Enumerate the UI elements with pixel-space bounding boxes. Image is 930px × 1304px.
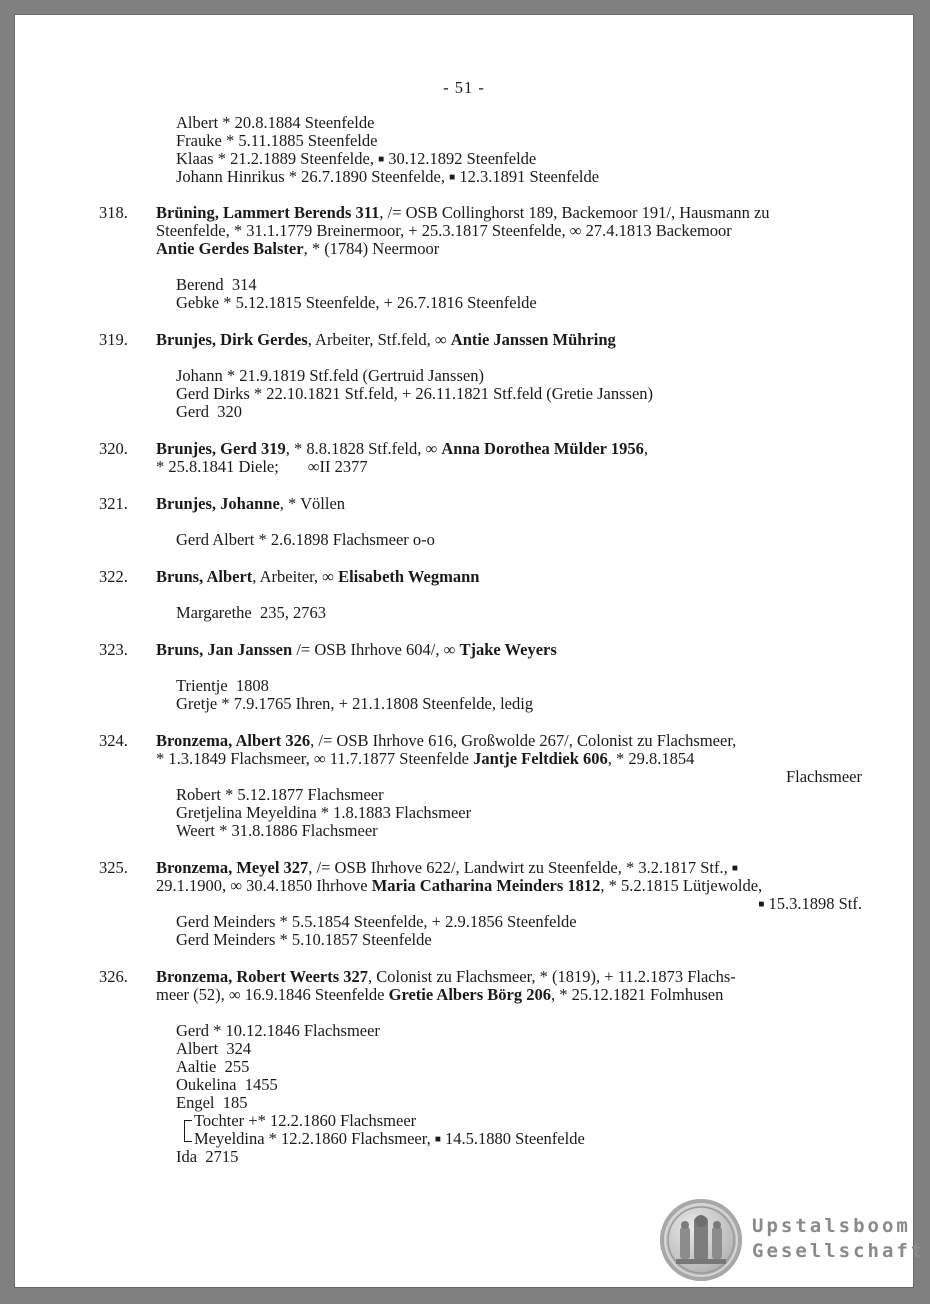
child-entry: Albert 324 (176, 1039, 252, 1058)
page-number: - 51 - (443, 78, 485, 97)
child-entry: Albert * 20.8.1884 Steenfelde (176, 113, 375, 132)
seal-figures-icon (660, 1199, 742, 1281)
society-name-line1: Upstalsboom (752, 1215, 911, 1237)
child-entry: Weert * 31.8.1886 Flachsmeer (176, 821, 378, 840)
entry-text: Bronzema, Meyel 327, /= OSB Ihrhove 622/, Landwirt zu Steenfelde, * 3.2.1817 Stf., ■ (156, 858, 738, 877)
entry-text: * 1.3.1849 Flachsmeer, ∞ 11.7.1877 Steenfelde Jantje Feltdiek 606, * 29.8.1854 (156, 749, 695, 768)
child-entry: Engel 185 (176, 1093, 248, 1112)
entry-number: 325. (99, 858, 128, 877)
entry-text: Bruns, Jan Janssen /= OSB Ihrhove 604/, ∞ Tjake Weyers (156, 640, 557, 659)
entry-number: 322. (99, 567, 128, 586)
child-entry: Gerd Meinders * 5.10.1857 Steenfelde (176, 930, 432, 949)
entry-text: * 25.8.1841 Diele; ∞II 2377 (156, 457, 368, 476)
entry-text: Brüning, Lammert Berends 311, /= OSB Collinghorst 189, Backemoor 191/, Hausmann zu (156, 203, 770, 222)
entry-text: Bronzema, Robert Weerts 327, Colonist zu Flachsmeer, * (1819), + 11.2.1873 Flachs- (156, 967, 736, 986)
child-entry: Klaas * 21.2.1889 Steenfelde, ■ 30.12.1892 Steenfelde (176, 149, 537, 168)
child-entry: Frauke * 5.11.1885 Steenfelde (176, 131, 378, 150)
entry-text-right: ■ 15.3.1898 Stf. (758, 894, 862, 913)
entry-text: Brunjes, Gerd 319, * 8.8.1828 Stf.feld, ∞ Anna Dorothea Mülder 1956, (156, 439, 648, 458)
child-entry: Johann Hinrikus * 26.7.1890 Steenfelde, ■ 12.3.1891 Steenfelde (176, 167, 600, 186)
child-entry: Gerd * 10.12.1846 Flachsmeer (176, 1021, 380, 1040)
child-entry: Meyeldina * 12.2.1860 Flachsmeer, ■ 14.5.1880 Steenfelde (194, 1129, 585, 1148)
child-entry: Gebke * 5.12.1815 Steenfelde, + 26.7.1816 Steenfelde (176, 293, 537, 312)
child-entry: Tochter +* 12.2.1860 Flachsmeer (194, 1111, 417, 1130)
entry-text: Antie Gerdes Balster, * (1784) Neermoor (156, 239, 440, 258)
entry-number: 321. (99, 494, 128, 513)
child-entry: Trientje 1808 (176, 676, 269, 695)
entry-text: Brunjes, Dirk Gerdes, Arbeiter, Stf.feld, ∞ Antie Janssen Mühring (156, 330, 616, 349)
child-entry: Aaltie 255 (176, 1057, 250, 1076)
child-entry: Gerd Meinders * 5.5.1854 Steenfelde, + 2.9.1856 Steenfelde (176, 912, 577, 931)
child-entry: Ida 2715 (176, 1147, 239, 1166)
child-entry: Gretje * 7.9.1765 Ihren, + 21.1.1808 Steenfelde, ledig (176, 694, 534, 713)
child-entry: Gerd Albert * 2.6.1898 Flachsmeer o-o (176, 530, 435, 549)
entry-text-right: Flachsmeer (785, 767, 862, 786)
entry-number: 324. (99, 731, 128, 750)
child-entry: Gerd Dirks * 22.10.1821 Stf.feld, + 26.11.1821 Stf.feld (Gretie Janssen) (176, 384, 654, 403)
society-seal (660, 1199, 742, 1281)
entry-text: meer (52), ∞ 16.9.1846 Steenfelde Gretie Albers Börg 206, * 25.12.1821 Folmhusen (156, 985, 724, 1004)
entry-number: 326. (99, 967, 128, 986)
society-name-line2: Gesellschaft (752, 1240, 926, 1262)
entry-text: Bruns, Albert, Arbeiter, ∞ Elisabeth Wegmann (156, 567, 480, 586)
entry-number: 318. (99, 203, 128, 222)
entry-text: Steenfelde, * 31.1.1779 Breinermoor, + 25.3.1817 Steenfelde, ∞ 27.4.1813 Backemoor (156, 221, 732, 240)
entry-number: 323. (99, 640, 128, 659)
child-entry: Robert * 5.12.1877 Flachsmeer (176, 785, 384, 804)
entry-text: Bronzema, Albert 326, /= OSB Ihrhove 616, Großwolde 267/, Colonist zu Flachsmeer, (156, 731, 737, 750)
entry-number: 320. (99, 439, 128, 458)
child-entry: Oukelina 1455 (176, 1075, 278, 1094)
child-entry: Johann * 21.9.1819 Stf.feld (Gertruid Janssen) (176, 366, 484, 385)
entry-number: 319. (99, 330, 128, 349)
twins-bracket (184, 1120, 192, 1142)
child-entry: Gretjelina Meyeldina * 1.8.1883 Flachsmeer (176, 803, 472, 822)
document-page (14, 14, 926, 1288)
child-entry: Gerd 320 (176, 402, 242, 421)
child-entry: Berend 314 (176, 275, 257, 294)
child-entry: Margarethe 235, 2763 (176, 603, 326, 622)
entry-text: 29.1.1900, ∞ 30.4.1850 Ihrhove Maria Catharina Meinders 1812, * 5.2.1815 Lütjewolde, (156, 876, 763, 895)
entry-text: Brunjes, Johanne, * Völlen (156, 494, 346, 513)
